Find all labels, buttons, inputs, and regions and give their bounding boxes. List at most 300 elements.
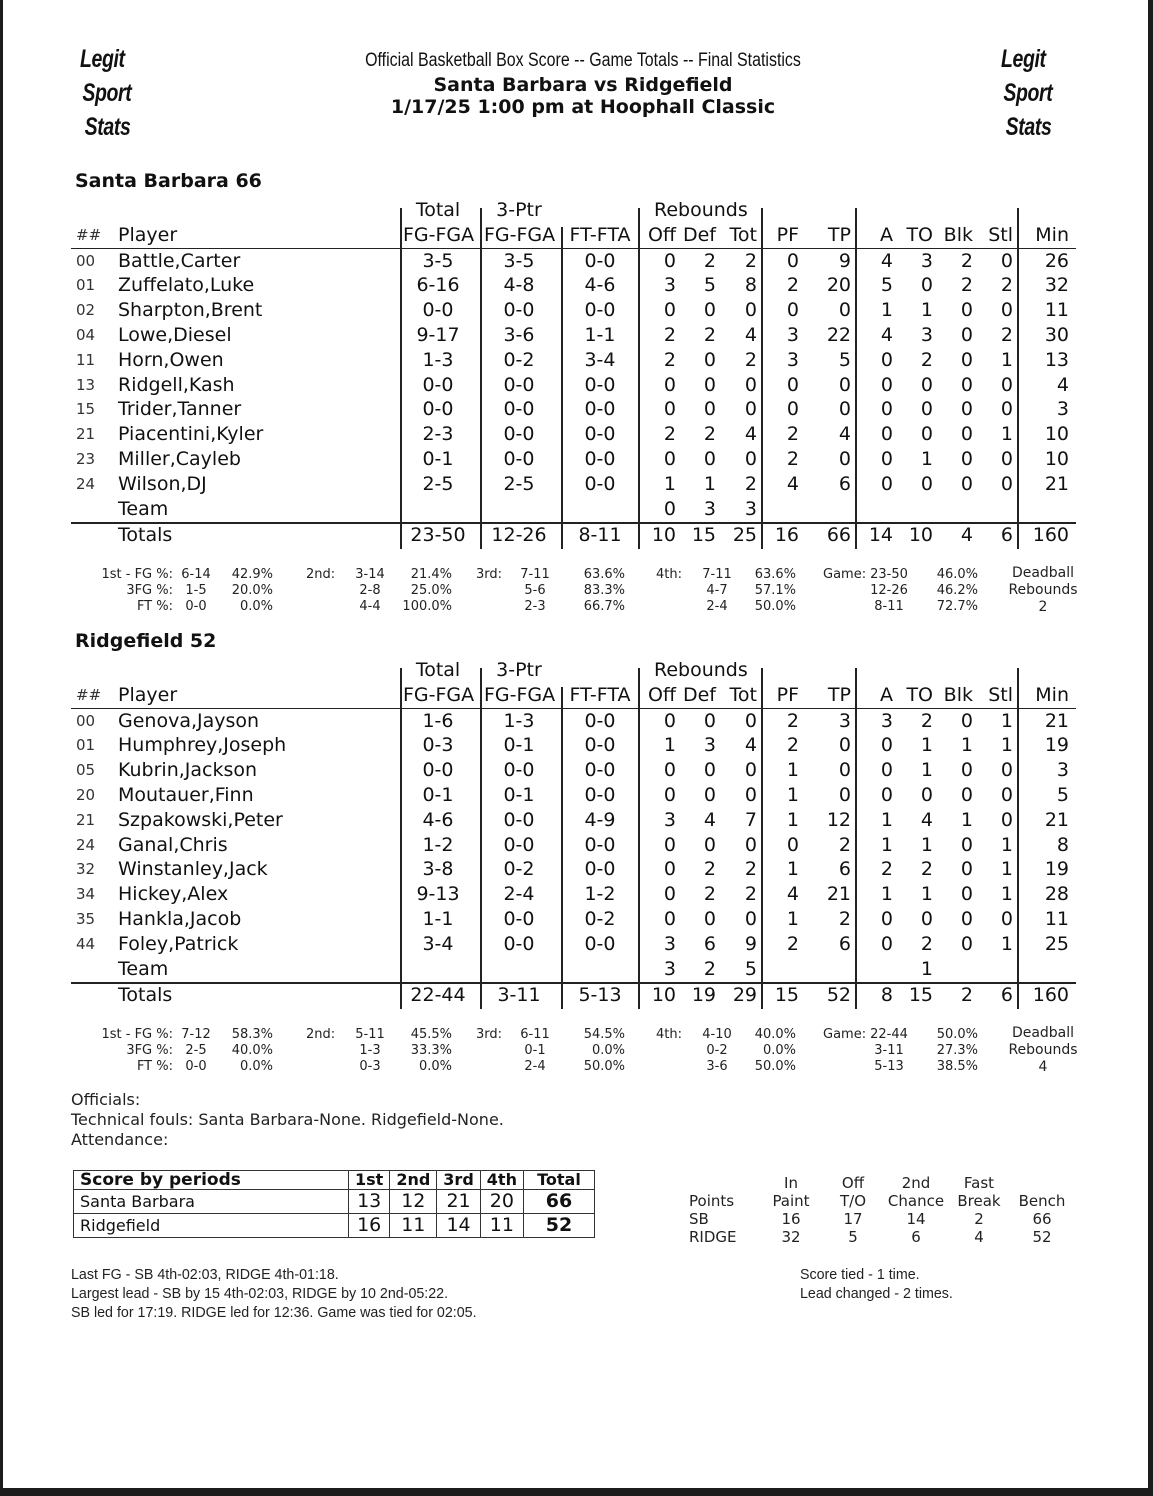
total-fg: 22-44 <box>410 984 466 1007</box>
column-divider <box>480 208 482 229</box>
stat-ft: 0-0 <box>584 423 616 446</box>
game-made-att: 3-11 <box>874 1043 904 1058</box>
stat-min: 26 <box>1044 249 1069 272</box>
column-divider <box>400 227 402 549</box>
col-off: Off <box>647 223 676 246</box>
stat-tot: 5 <box>744 957 757 980</box>
logo-line: Sport <box>1003 79 1053 107</box>
total-a: 8 <box>880 984 893 1007</box>
stat-pf: 2 <box>786 274 799 297</box>
p2-made-att: 4-4 <box>359 599 381 614</box>
stat-stl: 1 <box>1000 709 1013 732</box>
game-made-att: 23-50 <box>870 567 908 582</box>
stat-pf: 3 <box>786 324 799 346</box>
col-ft: FT-FTA <box>569 223 631 246</box>
stat-min: 5 <box>1056 784 1069 806</box>
logo-line: Legit <box>80 45 125 73</box>
player-name: Wilson,DJ <box>118 472 207 495</box>
stat-blk: 0 <box>960 858 973 881</box>
stat-blk: 0 <box>960 448 973 470</box>
total-to: 10 <box>908 524 933 547</box>
logo-line: Sport <box>82 79 132 107</box>
col-to: TO <box>906 683 933 706</box>
stat-ft: 0-0 <box>584 858 616 881</box>
column-divider <box>638 687 640 1009</box>
stat-stl: 0 <box>1000 808 1013 831</box>
jersey-number: 24 <box>76 474 96 493</box>
stat-tp: 0 <box>838 759 851 782</box>
column-divider <box>1017 227 1019 549</box>
totals-label: Totals <box>118 984 173 1007</box>
stat-to: 1 <box>920 957 933 980</box>
logo-line: Stats <box>84 113 131 141</box>
game-label: Game: <box>823 1027 867 1042</box>
stat-off: 2 <box>663 423 676 446</box>
player-name: Genova,Jayson <box>118 709 260 732</box>
stat-def: 0 <box>703 709 716 732</box>
stat-label: 1st - FG %: <box>101 1027 173 1042</box>
column-divider <box>855 668 857 689</box>
game-pct: 46.2% <box>936 583 978 598</box>
stat-ft: 0-0 <box>584 448 616 470</box>
stat-a: 1 <box>880 883 893 906</box>
col-stl: Stl <box>988 683 1013 706</box>
player-name: Kubrin,Jackson <box>118 759 258 782</box>
game-made-att: 12-26 <box>870 583 908 598</box>
stat-tp: 22 <box>826 324 851 346</box>
stat-stl: 1 <box>1000 833 1013 856</box>
stat-def: 0 <box>703 398 716 421</box>
player-row <box>71 833 1076 858</box>
stat-tp: 0 <box>838 373 851 396</box>
deadball-deadball-value: 4 <box>1038 1059 1048 1075</box>
game-label: Game: <box>823 567 867 582</box>
total-tp: 52 <box>826 984 851 1007</box>
col-min: Min <box>1035 223 1069 246</box>
largest-lead: Largest lead - SB by 15 4th-02:03, RIDGE by 10 2nd-05:22. <box>71 1285 449 1302</box>
col-pf: PF <box>776 223 799 246</box>
stat-min: 28 <box>1044 883 1069 906</box>
col-tot: Tot <box>729 683 757 706</box>
stat-tot: 4 <box>744 734 757 757</box>
stat-a: 0 <box>880 784 893 806</box>
total-score: 52 <box>523 1214 594 1238</box>
player-row <box>71 298 1076 323</box>
stat-tp: 12 <box>826 808 851 831</box>
team-row <box>71 957 1076 982</box>
stat-tp: 4 <box>838 423 851 446</box>
stat-fg: 2-3 <box>422 423 454 446</box>
score-row <box>74 1214 595 1238</box>
stat-blk: 1 <box>960 808 973 831</box>
player-row <box>71 709 1076 734</box>
total-off: 10 <box>651 984 676 1007</box>
player-row <box>71 907 1076 932</box>
stat-pf: 4 <box>786 472 799 495</box>
stat-a: 3 <box>880 709 893 732</box>
stat-stl: 0 <box>1000 908 1013 930</box>
p1-made-att: 2-5 <box>185 1043 207 1058</box>
stat-blk: 0 <box>960 784 973 806</box>
stat-stl: 1 <box>1000 734 1013 757</box>
stat-blk: 0 <box>960 472 973 495</box>
player-name: Horn,Owen <box>118 348 224 371</box>
stat-a: 1 <box>880 833 893 856</box>
p4-made-att: 2-4 <box>706 599 728 614</box>
stat-to: 0 <box>920 398 933 421</box>
stat-off: 1 <box>663 734 676 757</box>
stat-blk: 1 <box>960 734 973 757</box>
player-name: Miller,Cayleb <box>118 448 241 470</box>
stat-min: 4 <box>1056 373 1069 396</box>
stat-ft: 0-0 <box>584 784 616 806</box>
p1-pct: 42.9% <box>231 567 273 582</box>
points-col-line2: Chance <box>887 1192 945 1210</box>
deadball-rebounds <box>988 565 1098 616</box>
stat-tp: 6 <box>838 472 851 495</box>
column-divider <box>400 208 402 229</box>
stat-def: 2 <box>703 883 716 906</box>
stat-to: 0 <box>920 373 933 396</box>
column-divider <box>480 227 482 549</box>
stat-tp: 6 <box>838 932 851 955</box>
stat-def: 0 <box>703 759 716 782</box>
jersey-number: 34 <box>76 885 96 904</box>
column-divider <box>1017 982 1019 1007</box>
stat-fg: 0-1 <box>422 448 454 470</box>
p3-label: 3rd: <box>476 567 503 582</box>
stat-tot: 4 <box>744 324 757 346</box>
stat-pf: 0 <box>786 833 799 856</box>
technical-fouls: Technical fouls: Santa Barbara-None. Ridgefield-None. <box>71 1110 504 1129</box>
player-row <box>71 273 1076 298</box>
stat-tp: 0 <box>838 299 851 322</box>
stat-stl: 0 <box>1000 373 1013 396</box>
total-tot: 29 <box>732 984 757 1007</box>
stat-tp: 9 <box>838 249 851 272</box>
p1-pct: 0.0% <box>239 1059 273 1074</box>
col-to: TO <box>906 223 933 246</box>
stat-def: 0 <box>703 833 716 856</box>
stat-tot: 2 <box>744 348 757 371</box>
score-header-cell: 4th <box>480 1171 523 1190</box>
p2-made-att: 2-8 <box>359 583 381 598</box>
stat-ft: 0-0 <box>584 932 616 955</box>
player-name: Battle,Carter <box>118 249 241 272</box>
stat-pf: 0 <box>786 373 799 396</box>
stat-off: 0 <box>663 833 676 856</box>
jersey-number: 24 <box>76 835 96 854</box>
stat-ft: 4-9 <box>584 808 616 831</box>
stat-fg: 0-0 <box>422 299 454 322</box>
stat-min: 21 <box>1044 472 1069 495</box>
stat-a: 0 <box>880 398 893 421</box>
player-name: Moutauer,Finn <box>118 784 254 806</box>
stat-fg3: 0-0 <box>503 398 535 421</box>
stat-tot: 2 <box>744 883 757 906</box>
points-col-line2: Break <box>957 1192 1001 1210</box>
column-divider <box>480 982 482 1007</box>
points-col-line2: Paint <box>772 1192 810 1210</box>
p4-pct: 50.0% <box>754 1059 796 1074</box>
player-row <box>71 857 1076 882</box>
stat-to: 0 <box>920 784 933 806</box>
attendance-label: Attendance: <box>71 1130 169 1149</box>
p3-made-att: 2-4 <box>524 1059 546 1074</box>
col-a: A <box>880 223 893 246</box>
stat-stl: 0 <box>1000 299 1013 322</box>
jersey-number: 05 <box>76 761 96 780</box>
points-ridge-value: 4 <box>974 1228 984 1246</box>
stat-off: 0 <box>663 759 676 782</box>
totals-row <box>71 983 1076 1008</box>
col-tot: Tot <box>729 223 757 246</box>
total-blk: 2 <box>960 984 973 1007</box>
stat-fg: 2-5 <box>422 472 454 495</box>
officials-label: Officials: <box>71 1090 141 1109</box>
group-rebounds-label: Rebounds <box>654 659 748 681</box>
team-title: Ridgefield 52 <box>75 630 217 652</box>
jersey-number: 35 <box>76 910 96 928</box>
total-fg: 23-50 <box>410 524 466 547</box>
stat-to: 1 <box>920 883 933 906</box>
column-divider <box>638 982 640 1007</box>
stat-fg3: 0-0 <box>503 448 535 470</box>
stat-label: 3FG %: <box>126 1043 173 1058</box>
stat-fg3: 0-0 <box>503 808 535 831</box>
p1-made-att: 7-12 <box>181 1027 211 1042</box>
player-name: Foley,Patrick <box>118 932 239 955</box>
stat-min: 19 <box>1044 858 1069 881</box>
player-name: Ganal,Chris <box>118 833 228 856</box>
player-name: Szpakowski,Peter <box>118 808 283 831</box>
stat-fg: 0-0 <box>422 759 454 782</box>
stat-blk: 0 <box>960 759 973 782</box>
points-col-line1: In <box>784 1174 798 1192</box>
stat-fg: 9-17 <box>416 324 460 346</box>
p3-pct: 63.6% <box>583 567 625 582</box>
score-header-cell: 2nd <box>390 1171 437 1190</box>
jersey-number: 21 <box>76 425 96 444</box>
stat-to: 0 <box>920 423 933 446</box>
stat-pf: 1 <box>786 784 799 806</box>
player-name: Lowe,Diesel <box>118 324 232 346</box>
deadball-rebounds <box>988 1025 1098 1076</box>
player-name: Humphrey,Joseph <box>118 734 287 757</box>
p4-made-att: 4-10 <box>702 1027 732 1042</box>
game-pct: 46.0% <box>936 567 978 582</box>
col-pf: PF <box>776 683 799 706</box>
stat-def: 6 <box>703 932 716 955</box>
p3-made-att: 7-11 <box>520 567 550 582</box>
stat-ft: 0-0 <box>584 759 616 782</box>
stat-to: 1 <box>920 759 933 782</box>
game-pct: 72.7% <box>936 599 978 614</box>
score-row <box>74 1190 595 1214</box>
stat-def: 0 <box>703 373 716 396</box>
group-total-label: Total <box>415 199 461 221</box>
stat-fg: 9-13 <box>416 883 460 906</box>
deadball-deadball-label2: Rebounds <box>1008 1042 1078 1058</box>
stat-off: 0 <box>663 709 676 732</box>
p4-label: 4th: <box>656 1027 682 1042</box>
stat-fg: 0-3 <box>422 734 454 757</box>
stat-min: 30 <box>1044 324 1069 346</box>
jersey-number: 21 <box>76 810 96 829</box>
points-sb-value: 17 <box>843 1210 863 1228</box>
stat-pf: 2 <box>786 734 799 757</box>
stat-tot: 0 <box>744 908 757 930</box>
period-score: 11 <box>390 1214 437 1238</box>
period-score: 11 <box>480 1214 523 1238</box>
stat-to: 1 <box>920 448 933 470</box>
col-def: Def <box>682 223 716 246</box>
player-name: Winstanley,Jack <box>118 858 268 881</box>
col-fg3: FG-FGA <box>484 223 556 246</box>
stat-stl: 0 <box>1000 448 1013 470</box>
total-ft: 5-13 <box>578 984 622 1007</box>
p3-pct: 0.0% <box>591 1043 625 1058</box>
p4-made-att: 0-2 <box>706 1043 728 1058</box>
player-row <box>71 783 1076 808</box>
stat-tot: 7 <box>744 808 757 831</box>
stat-a: 0 <box>880 908 893 930</box>
stat-fg: 0-1 <box>422 784 454 806</box>
points-team-sb: SB <box>689 1210 709 1228</box>
column-divider <box>400 982 402 1007</box>
stat-tp: 21 <box>826 883 851 906</box>
stat-blk: 0 <box>960 423 973 446</box>
column-divider <box>1017 208 1019 229</box>
period-score: 20 <box>480 1190 523 1214</box>
col-def: Def <box>682 683 716 706</box>
stat-a: 0 <box>880 423 893 446</box>
stat-stl: 0 <box>1000 759 1013 782</box>
column-divider <box>480 668 482 689</box>
game-made-att: 8-11 <box>874 599 904 614</box>
stat-tot: 0 <box>744 759 757 782</box>
stat-pf: 1 <box>786 759 799 782</box>
stat-fg3: 3-6 <box>503 324 535 346</box>
period-score: 16 <box>349 1214 390 1238</box>
jersey-number: 13 <box>76 375 96 394</box>
col-player: Player <box>118 683 178 706</box>
stat-stl: 2 <box>1000 274 1013 297</box>
points-col-line1: 2nd <box>901 1174 931 1192</box>
column-divider <box>1017 687 1019 1009</box>
stat-min: 19 <box>1044 734 1069 757</box>
p2-pct: 0.0% <box>418 1059 452 1074</box>
stat-off: 3 <box>663 957 676 980</box>
stat-fg3: 0-0 <box>503 908 535 930</box>
stat-blk: 0 <box>960 299 973 322</box>
stat-tot: 0 <box>744 398 757 421</box>
total-fg3: 12-26 <box>491 524 547 547</box>
player-row <box>71 348 1076 373</box>
date-venue: 1/17/25 1:00 pm at Hoophall Classic <box>390 96 776 118</box>
game-pct: 50.0% <box>936 1027 978 1042</box>
stat-def: 4 <box>703 808 716 831</box>
jersey-number: 20 <box>76 786 96 804</box>
points-ridge-value: 32 <box>781 1228 801 1246</box>
stat-to: 4 <box>920 808 933 831</box>
total-a: 14 <box>868 524 893 547</box>
stat-min: 21 <box>1044 808 1069 831</box>
stat-to: 2 <box>920 709 933 732</box>
jersey-number: 15 <box>76 400 96 419</box>
p2-pct: 33.3% <box>410 1043 452 1058</box>
stat-min: 32 <box>1044 274 1069 297</box>
logo-line: Stats <box>1005 113 1052 141</box>
stat-min: 3 <box>1056 398 1069 421</box>
stat-stl: 0 <box>1000 472 1013 495</box>
stat-ft: 0-0 <box>584 249 616 272</box>
p3-made-att: 5-6 <box>524 583 546 598</box>
stat-pf: 2 <box>786 448 799 470</box>
stat-fg3: 0-1 <box>503 784 535 806</box>
player-row <box>71 808 1076 833</box>
column-divider <box>761 227 763 549</box>
player-row <box>71 447 1076 472</box>
jersey-number: 32 <box>76 860 96 879</box>
stat-a: 1 <box>880 808 893 831</box>
col-off: Off <box>647 683 676 706</box>
p4-made-att: 7-11 <box>702 567 732 582</box>
p2-made-att: 0-3 <box>359 1059 381 1074</box>
stat-fg: 1-6 <box>422 709 454 732</box>
player-row <box>71 758 1076 783</box>
stat-off: 0 <box>663 784 676 806</box>
stat-blk: 2 <box>960 274 973 297</box>
stat-fg: 3-5 <box>422 249 454 272</box>
p2-made-att: 1-3 <box>359 1043 381 1058</box>
group-3ptr-label: 3-Ptr <box>496 199 542 221</box>
p2-label: 2nd: <box>306 567 336 582</box>
p3-made-att: 2-3 <box>524 599 546 614</box>
period-score: 21 <box>437 1190 480 1214</box>
column-divider <box>480 687 482 1009</box>
col-blk: Blk <box>943 223 973 246</box>
stat-blk: 0 <box>960 348 973 371</box>
total-fg3: 3-11 <box>497 984 541 1007</box>
total-pf: 16 <box>774 524 799 547</box>
lead-changed: Lead changed - 2 times. <box>800 1285 953 1302</box>
stat-fg3: 2-4 <box>503 883 535 906</box>
stat-a: 4 <box>880 324 893 346</box>
points-sb-value: 2 <box>974 1210 984 1228</box>
stat-off: 0 <box>663 858 676 881</box>
stat-min: 13 <box>1044 348 1069 371</box>
points-col-line1: Fast <box>963 1174 995 1192</box>
column-divider <box>400 687 402 1009</box>
stat-fg3: 3-5 <box>503 249 535 272</box>
stat-off: 0 <box>663 299 676 322</box>
p2-made-att: 3-14 <box>355 567 385 582</box>
group-3ptr-label: 3-Ptr <box>496 659 542 681</box>
stat-tot: 9 <box>744 932 757 955</box>
stat-pf: 0 <box>786 398 799 421</box>
stat-pf: 4 <box>786 883 799 906</box>
stat-tp: 20 <box>826 274 851 297</box>
total-min: 160 <box>1032 984 1069 1007</box>
stat-off: 3 <box>663 274 676 297</box>
col-min: Min <box>1035 683 1069 706</box>
stat-def: 2 <box>703 957 716 980</box>
stat-tot: 2 <box>744 858 757 881</box>
stat-fg3: 0-0 <box>503 373 535 396</box>
column-divider <box>400 522 402 547</box>
player-name: Trider,Tanner <box>118 398 242 421</box>
